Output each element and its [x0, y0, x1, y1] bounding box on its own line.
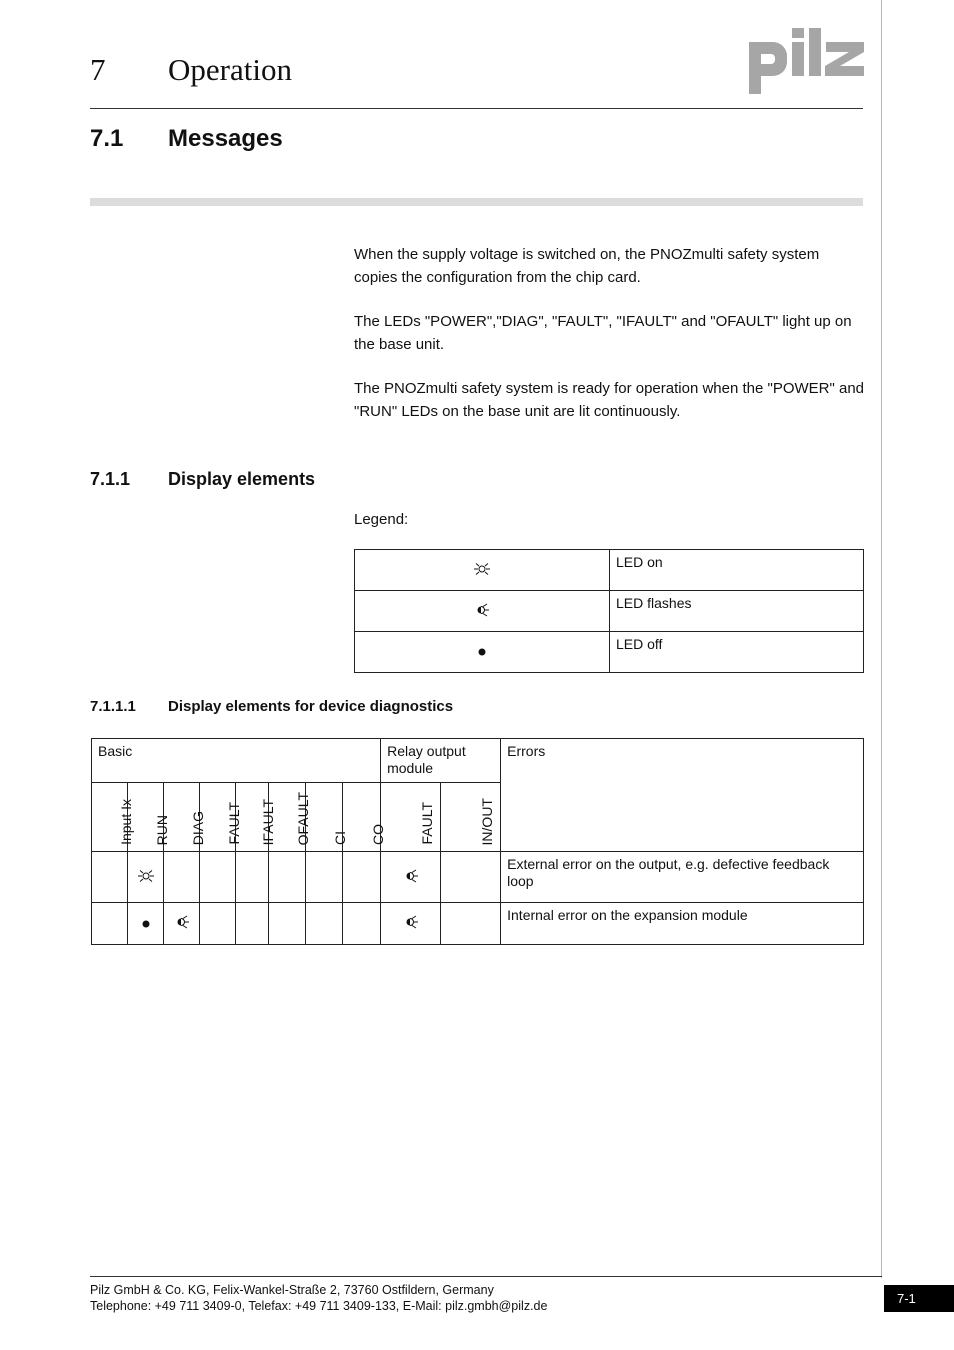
led-cell: [128, 852, 164, 903]
page-number: 7-1: [884, 1285, 954, 1312]
legend-table: [354, 549, 864, 673]
paragraph-leds: The LEDs "POWER","DIAG", "FAULT", "IFAULT" and "OFAULT" light up on the base unit.: [354, 313, 852, 353]
column-header: DIAG: [189, 810, 206, 845]
led-off-icon: [141, 919, 151, 929]
led-cell: [269, 852, 306, 903]
led-cell: [306, 852, 343, 903]
section-number: 7.1: [90, 125, 124, 152]
column-header: IN/OUT: [478, 797, 495, 845]
table-row: [92, 852, 864, 903]
chapter-title: Operation: [168, 52, 292, 87]
legend-row: [355, 550, 864, 591]
led-cell: [164, 903, 200, 945]
led-flashes-icon: [403, 869, 419, 883]
led-cell: [381, 852, 441, 903]
diagnostics-table: [91, 738, 864, 945]
pilz-logo: [748, 26, 866, 96]
legend-text: LED flashes: [610, 591, 864, 632]
right-margin-rule: [881, 0, 882, 1278]
column-header: IFAULT: [260, 798, 276, 845]
led-cell: [306, 903, 343, 945]
error-description: Internal error on the expansion module: [501, 903, 864, 945]
column-header: CI: [332, 831, 348, 845]
paragraph-ready: The PNOZmulti safety system is ready for operation when the "POWER" and "RUN" LEDs on the base unit are lit continuously.: [354, 380, 865, 420]
led-cell: [441, 852, 501, 903]
led-cell: [343, 852, 381, 903]
subsubsection-number: 7.1.1.1: [90, 698, 136, 715]
section-divider-bar: [90, 198, 863, 206]
legend-text: LED on: [610, 550, 864, 591]
footer-rule: [90, 1276, 882, 1277]
column-header: OFAULT: [295, 791, 311, 845]
group-basic-header: Basic: [92, 739, 381, 783]
table-group-header-row: [92, 739, 864, 783]
column-header: Input Ix: [117, 799, 134, 845]
led-cell: [128, 903, 164, 945]
subsubsection-title: Display elements for device diagnostics: [168, 698, 454, 715]
column-header: RUN: [153, 814, 170, 845]
subsection-title: Display elements: [168, 469, 316, 489]
header-rule: [90, 108, 863, 109]
error-description: External error on the output, e.g. defective feedback loop: [501, 852, 864, 903]
led-cell: [200, 852, 236, 903]
section-title: Messages: [168, 125, 283, 152]
legend-label: Legend:: [354, 511, 409, 528]
chapter-number: 7: [90, 52, 106, 87]
led-cell: [236, 852, 269, 903]
led-on-icon: [472, 562, 492, 576]
led-cell: [164, 852, 200, 903]
led-cell: [92, 903, 128, 945]
legend-row: [355, 632, 864, 673]
led-on-icon: [136, 869, 156, 883]
group-errors-header: Errors: [501, 739, 864, 852]
led-flashes-icon: [174, 915, 190, 929]
led-cell: [236, 903, 269, 945]
led-cell: [269, 903, 306, 945]
led-cell: [92, 852, 128, 903]
led-off-icon: [477, 647, 487, 657]
footer-address: Pilz GmbH & Co. KG, Felix-Wankel-Straße 2, 73760 Ostfildern, Germany: [90, 1283, 494, 1297]
footer-contact: Telephone: +49 711 3409-0, Telefax: +49 711 3409-133, E-Mail: pilz.gmbh@pilz.de: [90, 1299, 548, 1313]
legend-text: LED off: [610, 632, 864, 673]
led-flashes-icon: [403, 915, 419, 929]
paragraph-startup: When the supply voltage is switched on, the PNOZmulti safety system copies the configuration from the chip card.: [354, 246, 820, 286]
led-flashes-icon: [474, 603, 490, 617]
led-cell: [441, 903, 501, 945]
column-header: FAULT: [225, 802, 242, 845]
subsection-number: 7.1.1: [90, 469, 131, 489]
led-cell: [381, 903, 441, 945]
column-header: FAULT: [418, 802, 435, 845]
column-header: CO: [369, 824, 386, 845]
table-row: [92, 903, 864, 945]
legend-row: [355, 591, 864, 632]
group-relay-header: Relay output module: [381, 739, 501, 783]
led-cell: [200, 903, 236, 945]
led-cell: [343, 903, 381, 945]
